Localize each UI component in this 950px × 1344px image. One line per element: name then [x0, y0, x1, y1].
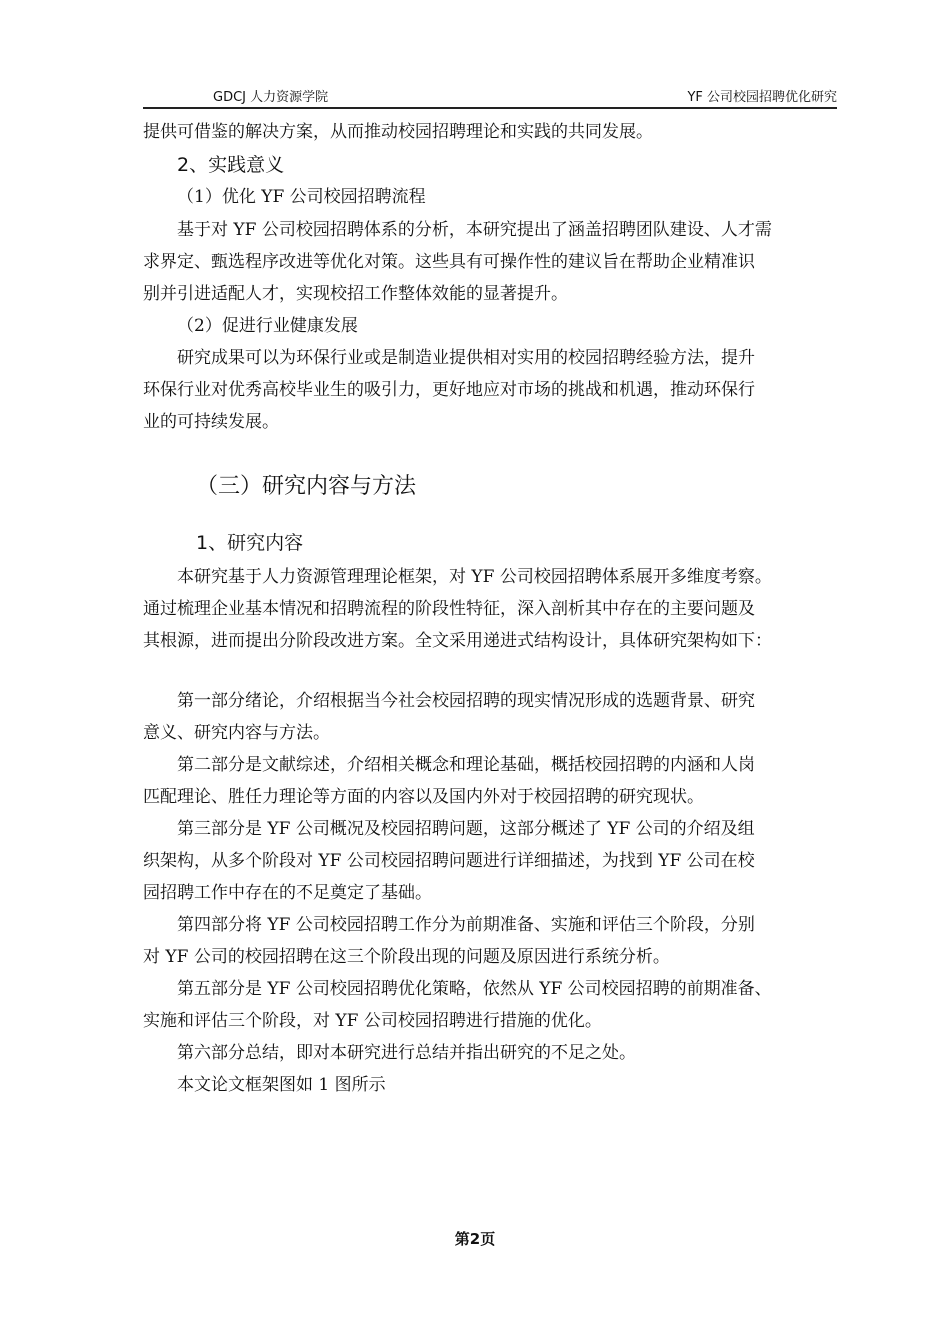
paragraph-line: 第六部分总结，即对本研究进行总结并指出研究的不足之处。 — [177, 1043, 636, 1063]
paragraph-line: 提供可借鉴的解决方案，从而推动校园招聘理论和实践的共同发展。 — [143, 122, 653, 142]
paragraph-line: 环保行业对优秀高校毕业生的吸引力，更好地应对市场的挑战和机遇，推动环保行 — [143, 380, 755, 400]
subheading-2: （2）促进行业健康发展 — [177, 316, 358, 336]
paragraph-line: 实施和评估三个阶段，对 YF 公司校园招聘进行措施的优化。 — [143, 1011, 602, 1031]
page-header — [143, 84, 837, 106]
paragraph-line: 意义、研究内容与方法。 — [143, 723, 330, 743]
paragraph-line: 第二部分是文献综述，介绍相关概念和理论基础，概括校园招聘的内涵和人岗 — [177, 755, 755, 775]
paragraph-line: 业的可持续发展。 — [143, 412, 279, 432]
paragraph-line: 第四部分将 YF 公司校园招聘工作分为前期准备、实施和评估三个阶段，分别 — [177, 915, 755, 935]
heading-research-content: 1、研究内容 — [196, 532, 304, 554]
paragraph-line: 本研究基于人力资源管理理论框架，对 YF 公司校园招聘体系展开多维度考察。 — [177, 567, 772, 587]
subheading-1: （1）优化 YF 公司校园招聘流程 — [177, 187, 426, 207]
paragraph-line: 园招聘工作中存在的不足奠定了基础。 — [143, 883, 432, 903]
paragraph-line: 第一部分绪论，介绍根据当今社会校园招聘的现实情况形成的选题背景、研究 — [177, 691, 755, 711]
header-divider — [143, 107, 837, 109]
paragraph-line: 对 YF 公司的校园招聘在这三个阶段出现的问题及原因进行系统分析。 — [143, 947, 670, 967]
paragraph-line: 第三部分是 YF 公司概况及校园招聘问题，这部分概述了 YF 公司的介绍及组 — [177, 819, 755, 839]
paragraph-line: 别并引进适配人才，实现校招工作整体效能的显著提升。 — [143, 284, 568, 304]
figure-reference: 本文论文框架图如 1 图所示 — [177, 1075, 386, 1095]
header-institution: GDCJ 人力资源学院 — [213, 90, 329, 105]
paragraph-line: 求界定、甄选程序改进等优化对策。这些具有可操作性的建议旨在帮助企业精准识 — [143, 252, 755, 272]
paragraph-line: 通过梳理企业基本情况和招聘流程的阶段性特征，深入剖析其中存在的主要问题及 — [143, 599, 755, 619]
paragraph-line: 研究成果可以为环保行业或是制造业提供相对实用的校园招聘经验方法，提升 — [177, 348, 755, 368]
paragraph-line: 第五部分是 YF 公司校园招聘优化策略，依然从 YF 公司校园招聘的前期准备、 — [177, 979, 772, 999]
heading-practical-significance: 2、实践意义 — [177, 154, 285, 176]
page-number: 第2页 — [454, 1230, 496, 1248]
header-title: YF 公司校园招聘优化研究 — [687, 90, 837, 105]
paragraph-line: 基于对 YF 公司校园招聘体系的分析，本研究提出了涵盖招聘团队建设、人才需 — [177, 220, 772, 240]
section-heading-3: （三）研究内容与方法 — [196, 474, 417, 499]
paragraph-line: 匹配理论、胜任力理论等方面的内容以及国内外对于校园招聘的研究现状。 — [143, 787, 704, 807]
paragraph-line: 织架构，从多个阶段对 YF 公司校园招聘问题进行详细描述，为找到 YF 公司在校 — [143, 851, 755, 871]
paragraph-line: 其根源，进而提出分阶段改进方案。全文采用递进式结构设计，具体研究架构如下： — [143, 631, 772, 651]
